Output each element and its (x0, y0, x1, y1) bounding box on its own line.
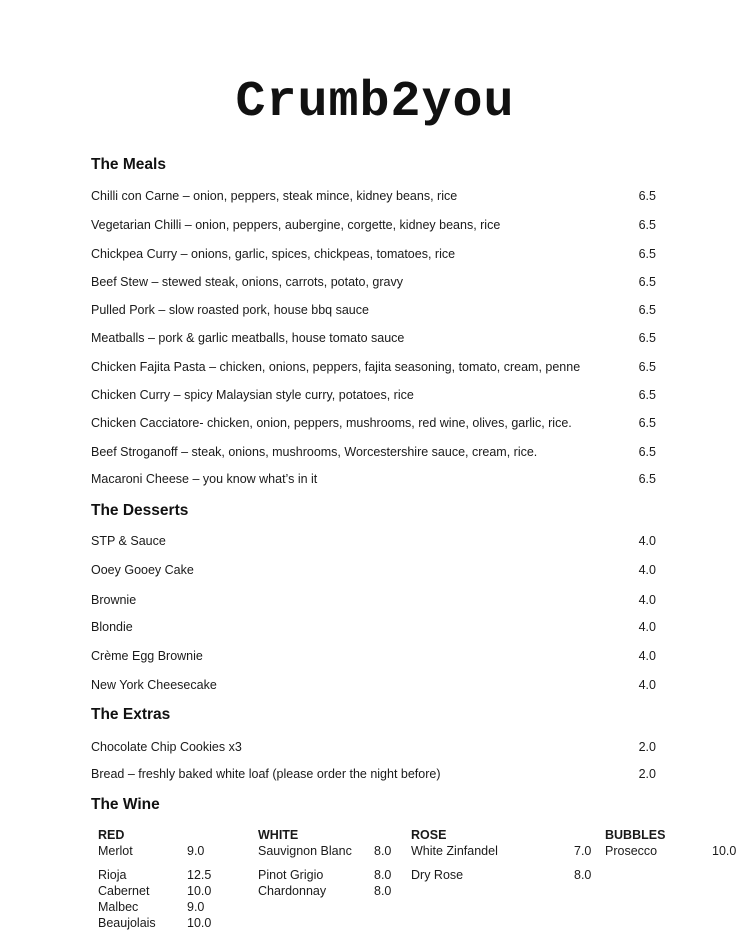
wine-item (605, 843, 745, 859)
wine-item (411, 867, 596, 883)
wine-column-red (98, 827, 216, 931)
item-price: 4.0 (638, 593, 656, 607)
menu-item (91, 470, 656, 488)
menu-item (91, 358, 656, 376)
wine-category-heading: ROSE (411, 828, 447, 842)
item-name: Brownie (91, 593, 137, 607)
desserts-heading: The Desserts (91, 502, 189, 519)
wine-item (98, 867, 216, 883)
menu-item (91, 187, 656, 205)
item-price: 6.5 (638, 303, 656, 317)
wine-item (98, 899, 216, 915)
menu-item (91, 765, 656, 783)
wine-name: Malbec (98, 900, 139, 914)
item-name: Chicken Cacciatore- chicken, onion, peppers, mushrooms, red wine, olives, garlic, rice. (91, 416, 572, 430)
wine-category-heading: BUBBLES (605, 828, 666, 842)
item-price: 6.5 (638, 472, 656, 486)
wine-name: Chardonnay (258, 884, 327, 898)
item-price: 6.5 (638, 189, 656, 203)
menu-item (91, 738, 656, 756)
wine-item (258, 883, 398, 899)
wine-name: Pinot Grigio (258, 868, 324, 882)
wine-price: 8.0 (374, 844, 392, 858)
menu-item (91, 329, 656, 347)
wine-item (98, 883, 216, 899)
wine-category-heading: WHITE (258, 828, 299, 842)
item-price: 4.0 (638, 620, 656, 634)
extras-heading: The Extras (91, 706, 171, 723)
wine-item (258, 867, 398, 883)
item-price: 6.5 (638, 331, 656, 345)
wine-name: Beaujolais (98, 916, 156, 930)
wine-name: White Zinfandel (411, 844, 498, 858)
item-name: New York Cheesecake (91, 678, 217, 692)
wine-price: 7.0 (574, 844, 592, 858)
wine-name: Cabernet (98, 884, 150, 898)
item-name: Chicken Fajita Pasta – chicken, onions, peppers, fajita seasoning, tomato, cream, penne (91, 360, 581, 374)
wine-name: Merlot (98, 844, 133, 858)
wine-heading: The Wine (91, 796, 160, 813)
item-name: STP & Sauce (91, 534, 166, 548)
item-price: 6.5 (638, 218, 656, 232)
wine-price: 12.5 (187, 868, 212, 882)
item-name: Vegetarian Chilli – onion, peppers, aubergine, corgette, kidney beans, rice (91, 218, 501, 232)
menu-item (91, 647, 656, 665)
item-price: 2.0 (638, 740, 656, 754)
item-price: 2.0 (638, 767, 656, 781)
item-price: 6.5 (638, 445, 656, 459)
item-price: 6.5 (638, 360, 656, 374)
menu-item (91, 245, 656, 263)
item-name: Macaroni Cheese – you know what’s in it (91, 472, 318, 486)
item-name: Beef Stew – stewed steak, onions, carrots, potato, gravy (91, 275, 403, 289)
item-price: 4.0 (638, 649, 656, 663)
wine-column-white (258, 827, 398, 899)
wine-column-rose (411, 827, 596, 883)
item-name: Bread – freshly baked white loaf (please order the night before) (91, 767, 441, 781)
menu-item (91, 386, 656, 404)
item-name: Blondie (91, 620, 133, 634)
item-name: Chilli con Carne – onion, peppers, steak mince, kidney beans, rice (91, 189, 458, 203)
wine-name: Rioja (98, 868, 127, 882)
item-price: 4.0 (638, 563, 656, 577)
wine-price: 9.0 (187, 900, 205, 914)
item-name: Meatballs – pork & garlic meatballs, house tomato sauce (91, 331, 405, 345)
menu-item (91, 532, 656, 550)
menu-item (91, 561, 656, 579)
item-price: 6.5 (638, 388, 656, 402)
item-name: Beef Stroganoff – steak, onions, mushrooms, Worcestershire sauce, cream, rice. (91, 445, 538, 459)
item-name: Chocolate Chip Cookies x3 (91, 740, 242, 754)
item-price: 4.0 (638, 678, 656, 692)
menu-item (91, 216, 656, 234)
meals-heading: The Meals (91, 156, 166, 173)
item-name: Crème Egg Brownie (91, 649, 203, 663)
wine-price: 8.0 (574, 868, 592, 882)
wine-item (411, 843, 596, 859)
wine-price: 8.0 (374, 868, 392, 882)
menu-item (91, 414, 656, 432)
wine-item (98, 915, 216, 931)
item-name: Ooey Gooey Cake (91, 563, 194, 577)
wine-name: Prosecco (605, 844, 658, 858)
wine-price: 10.0 (712, 844, 737, 858)
wine-price: 9.0 (187, 844, 205, 858)
wine-category-heading: RED (98, 828, 125, 842)
wine-column-bubbles (605, 827, 745, 859)
item-price: 6.5 (638, 275, 656, 289)
wine-name: Sauvignon Blanc (258, 844, 352, 858)
wine-price: 10.0 (187, 884, 212, 898)
menu-item (91, 273, 656, 291)
menu-item (91, 443, 656, 461)
menu-item (91, 301, 656, 319)
menu-item (91, 676, 656, 694)
item-name: Chicken Curry – spicy Malaysian style curry, potatoes, rice (91, 388, 414, 402)
restaurant-title: Crumb2you (235, 74, 515, 131)
wine-name: Dry Rose (411, 868, 464, 882)
item-price: 6.5 (638, 416, 656, 430)
item-name: Chickpea Curry – onions, garlic, spices, chickpeas, tomatoes, rice (91, 247, 456, 261)
wine-price: 8.0 (374, 884, 392, 898)
wine-item (258, 843, 398, 859)
item-price: 4.0 (638, 534, 656, 548)
item-name: Pulled Pork – slow roasted pork, house bbq sauce (91, 303, 369, 317)
wine-price: 10.0 (187, 916, 212, 930)
item-price: 6.5 (638, 247, 656, 261)
wine-item (98, 843, 216, 859)
menu-item (91, 591, 656, 609)
menu-item (91, 618, 656, 636)
